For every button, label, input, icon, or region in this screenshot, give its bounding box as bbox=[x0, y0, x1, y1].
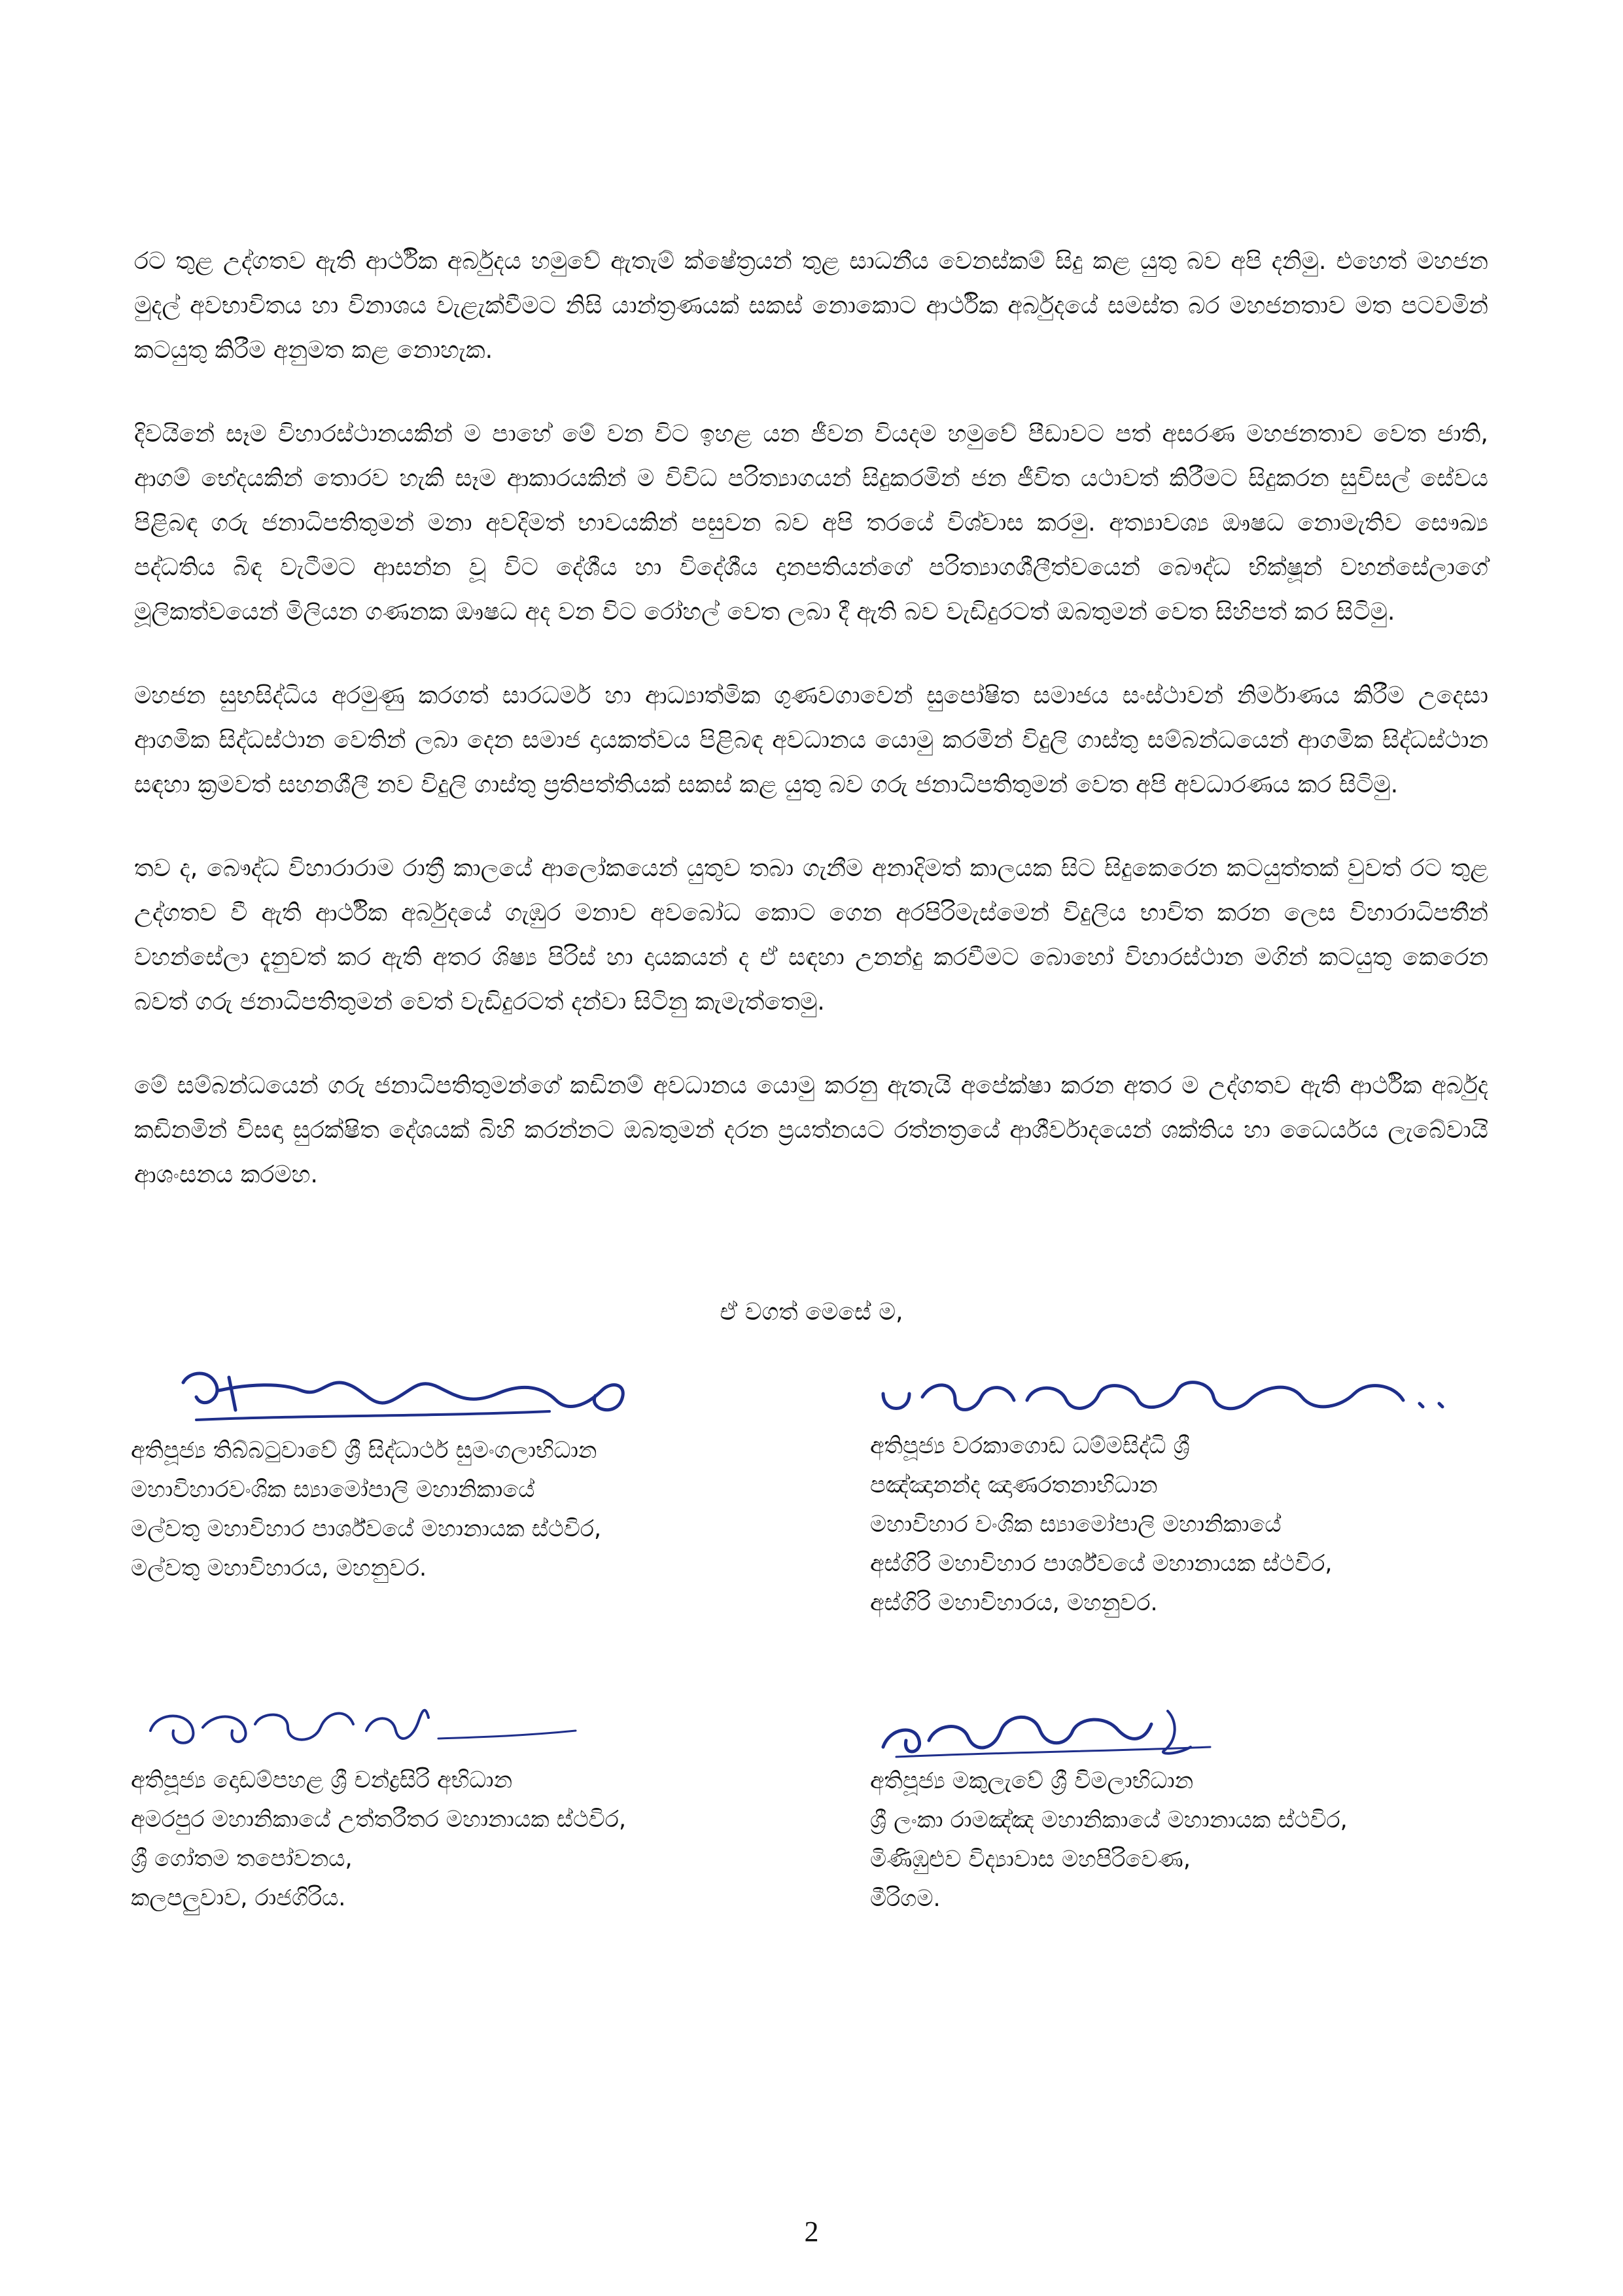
page-number: 2 bbox=[804, 2216, 819, 2248]
signatory-4-line-1: අතිපූජ්‍ය මකුලැවේ ශ්‍රී විමලාභිධාන bbox=[870, 1768, 1194, 1794]
paragraph-3: මහජන සුභසිද්ධිය අරමුණු කරගත් සාරධර්ම හා ආධ්‍යාත්මික ගුණවගාවෙන් සුපෝෂිත සමාජය සංස්ථාවන් නිර්මාණය කිරීම උදෙසා ආගමික සිද්ධස්ථාන වෙතින් ලබා දෙන සමාජ දායකත්වය පිළිබඳ අවධානය යොමු කරමින් විදුලි ගාස්තු සම්බන්ධයෙන් ආගමික සිද්ධස්ථාන සඳහා ක්‍රමවත් සහනශීලී නව විදුලි ගාස්තු ප්‍රතිපත්තියක් සකස් කළ යුතු බව ගරු ජනාධිපතිතුමන් වෙත අපි අවධාරණය කර සිටිමු. bbox=[134, 681, 1488, 798]
signatory-3 bbox=[131, 1691, 626, 1918]
signatory-2-line-3: මහාවිහාර වංශික ස්‍යාමෝපාලි මහානිකායේ bbox=[870, 1511, 1282, 1538]
signatory-3-line-4: කලපලුවාව, රාජගිරිය. bbox=[131, 1885, 346, 1911]
paragraph-5: මේ සම්බන්ධයෙන් ගරු ජනාධිපතිතුමන්ගේ කඩිනම් අවධානය යොමු කරනු ඇතැයි අපේක්ෂා කරන අතර ම උද්ගතව ඇති ආර්ථික අර්බුද කඩිනමින් විසඳා සුරක්ෂිත දේශයක් බිහි කරන්නට ඔබතුමන් දරන ප්‍රයත්නයට රත්නත්‍රයේ ආශීර්වාදයෙන් ශක්තිය හා ධෛර්යය ලැබේවායි ආශංසනය කරමහ. bbox=[134, 1071, 1488, 1188]
signatory-3-line-3: ශ්‍රී ගෝතම තපෝවනය, bbox=[131, 1846, 353, 1872]
signatory-1-line-1: අතිපූජ්‍ය තිබ්බටුවාවේ ශ්‍රී සිද්ධාර්ථ සුමංගලාභිධාන bbox=[131, 1438, 597, 1464]
signatory-2-line-5: අස්ගිරි මහාවිහාරය, මහනුවර. bbox=[870, 1590, 1158, 1616]
signatory-3-line-1: අතිපූජ්‍ය දොඩම්පහළ ශ්‍රී චන්ද්‍රසිරි අභිධාන bbox=[131, 1767, 513, 1793]
signatory-2-line-2: පඤ්ඤානන්ද ඤාණරතනාභිධාන bbox=[870, 1472, 1158, 1498]
signatory-2 bbox=[870, 1368, 1459, 1623]
signatory-1-line-4: මල්වතු මහාවිහාරය, මහනුවර. bbox=[131, 1555, 427, 1581]
paragraph-1: රට තුළ උද්ගතව ඇති ආර්ථික අර්බුදය හමුවේ ඇතැම් ක්ෂේත්‍රයන් තුළ සාධනීය වෙනස්කම් සිදු කළ යුතු බව අපි දනිමු. එහෙත් මහජන මුදල් අවභාවිතය හා විනාශය වැළැක්වීමට නිසි යාන්ත්‍රණයක් සකස් නොකොට ආර්ථික අර්බුදයේ සමස්ත බර මහජනතාව මත පටවමින් කටයුතු කිරීම අනුමත කළ නොහැක. bbox=[134, 247, 1488, 364]
signatory-2-line-1: අතිපූජ්‍ය වරකාගොඩ ධම්මසිද්ධි ශ්‍රී bbox=[870, 1433, 1190, 1459]
signature-4 bbox=[870, 1695, 1328, 1767]
closing-salutation: ඒ වගත් මෙසේ ම, bbox=[720, 1299, 903, 1326]
paragraph-2: දිවයිනේ සෑම විහාරස්ථානයකින් ම පාහේ මේ වන විට ඉහළ යන ජීවන වියදම හමුවේ පීඩාවට පත් අසරණ මහජනතාව වෙත ජාති, ආගම් භේදයකින් තොරව හැකි සෑම ආකාරයකින් ම විවිධ පරිත්‍යාගයන් සිදුකරමින් ජන ජීවිත යථාවත් කිරීමට සිදුකරන සුවිසල් සේවය පිළිබඳ ගරු ජනාධිපතිතුමන් මනා අවදිමත් භාවයකින් පසුවන බව අපි තරයේ විශ්වාස කරමු. අත්‍යාවශ්‍ය ඖෂධ නොමැතිව සෞඛ්‍ය පද්ධතිය බිඳ වැටීමට ආසන්න වූ විට දේශීය හා විදේශීය දානපතියන්ගේ පරිත්‍යාගශීලීත්වයෙන් බෞද්ධ භික්ෂූන් වහන්සේලාගේ මූලිකත්වයෙන් මිලියන ගණනක ඖෂධ අද වන විට රෝහල් වෙත ලබා දී ඇති බව වැඩිදුරටත් ඔබතුමන් වෙත සිහිපත් කර සිටිමු. bbox=[134, 419, 1488, 626]
signatory-4-line-3: මිණිඹුළුව විද්‍යාවාස මහපිරිවෙණ, bbox=[870, 1846, 1191, 1873]
letter-body bbox=[134, 239, 1488, 1236]
paragraph-4: තව ද, බෞද්ධ විහාරාරාම රාත්‍රී කාලයේ ආලෝකයෙන් යුතුව තබා ගැනීම අනාදිමත් කාලයක සිට සිදුකෙරෙන කටයුත්තක් වුවත් රට තුළ උද්ගතව වී ඇති ආර්ථික අර්බුදයේ ගැඹුර මනාව අවබෝධ කොට ගෙන අරපිරිමැස්මෙන් විදුලිය භාවිත කරන ලෙස විහාරාධිපතීන් වහන්සේලා දැනුවත් කර ඇති අතර ශිෂ්‍ය පිරිස් හා දායකයන් ද ඒ සඳහා උනන්දු කරවීමට බොහෝ විහාරස්ථාන මගින් කටයුතු කෙරෙන බවත් ගරු ජනාධිපතිතුමන් වෙත් වැඩිදුරටත් දන්වා සිටිනු කැමැත්තෙමු. bbox=[134, 854, 1488, 1016]
signature-1 bbox=[131, 1364, 654, 1436]
signature-2 bbox=[870, 1368, 1459, 1433]
signatory-3-line-2: අමරපුර මහානිකායේ උත්තරීතර මහානායක ස්ථවිර, bbox=[131, 1807, 627, 1833]
signatory-4 bbox=[870, 1695, 1348, 1918]
signatory-2-line-4: අස්ගිරි මහාවිහාර පාර්ශ්වයේ මහානායක ස්ථවිර, bbox=[870, 1551, 1333, 1577]
signatory-1 bbox=[131, 1364, 654, 1588]
signatory-1-line-2: මහාවිහාරවංශික ස්‍යාමෝපාලි මහානිකායේ bbox=[131, 1477, 535, 1503]
signature-3 bbox=[131, 1691, 589, 1763]
signatory-4-line-2: ශ්‍රී ලංකා රාමඤ්ඤ මහානිකායේ මහානායක ස්ථවිර, bbox=[870, 1807, 1348, 1833]
signatory-1-line-3: මල්වතු මහාවිහාර පාර්ශ්වයේ මහානායක ස්ථවිර, bbox=[131, 1516, 602, 1542]
signatory-4-line-4: මීරිගම. bbox=[870, 1886, 941, 1912]
